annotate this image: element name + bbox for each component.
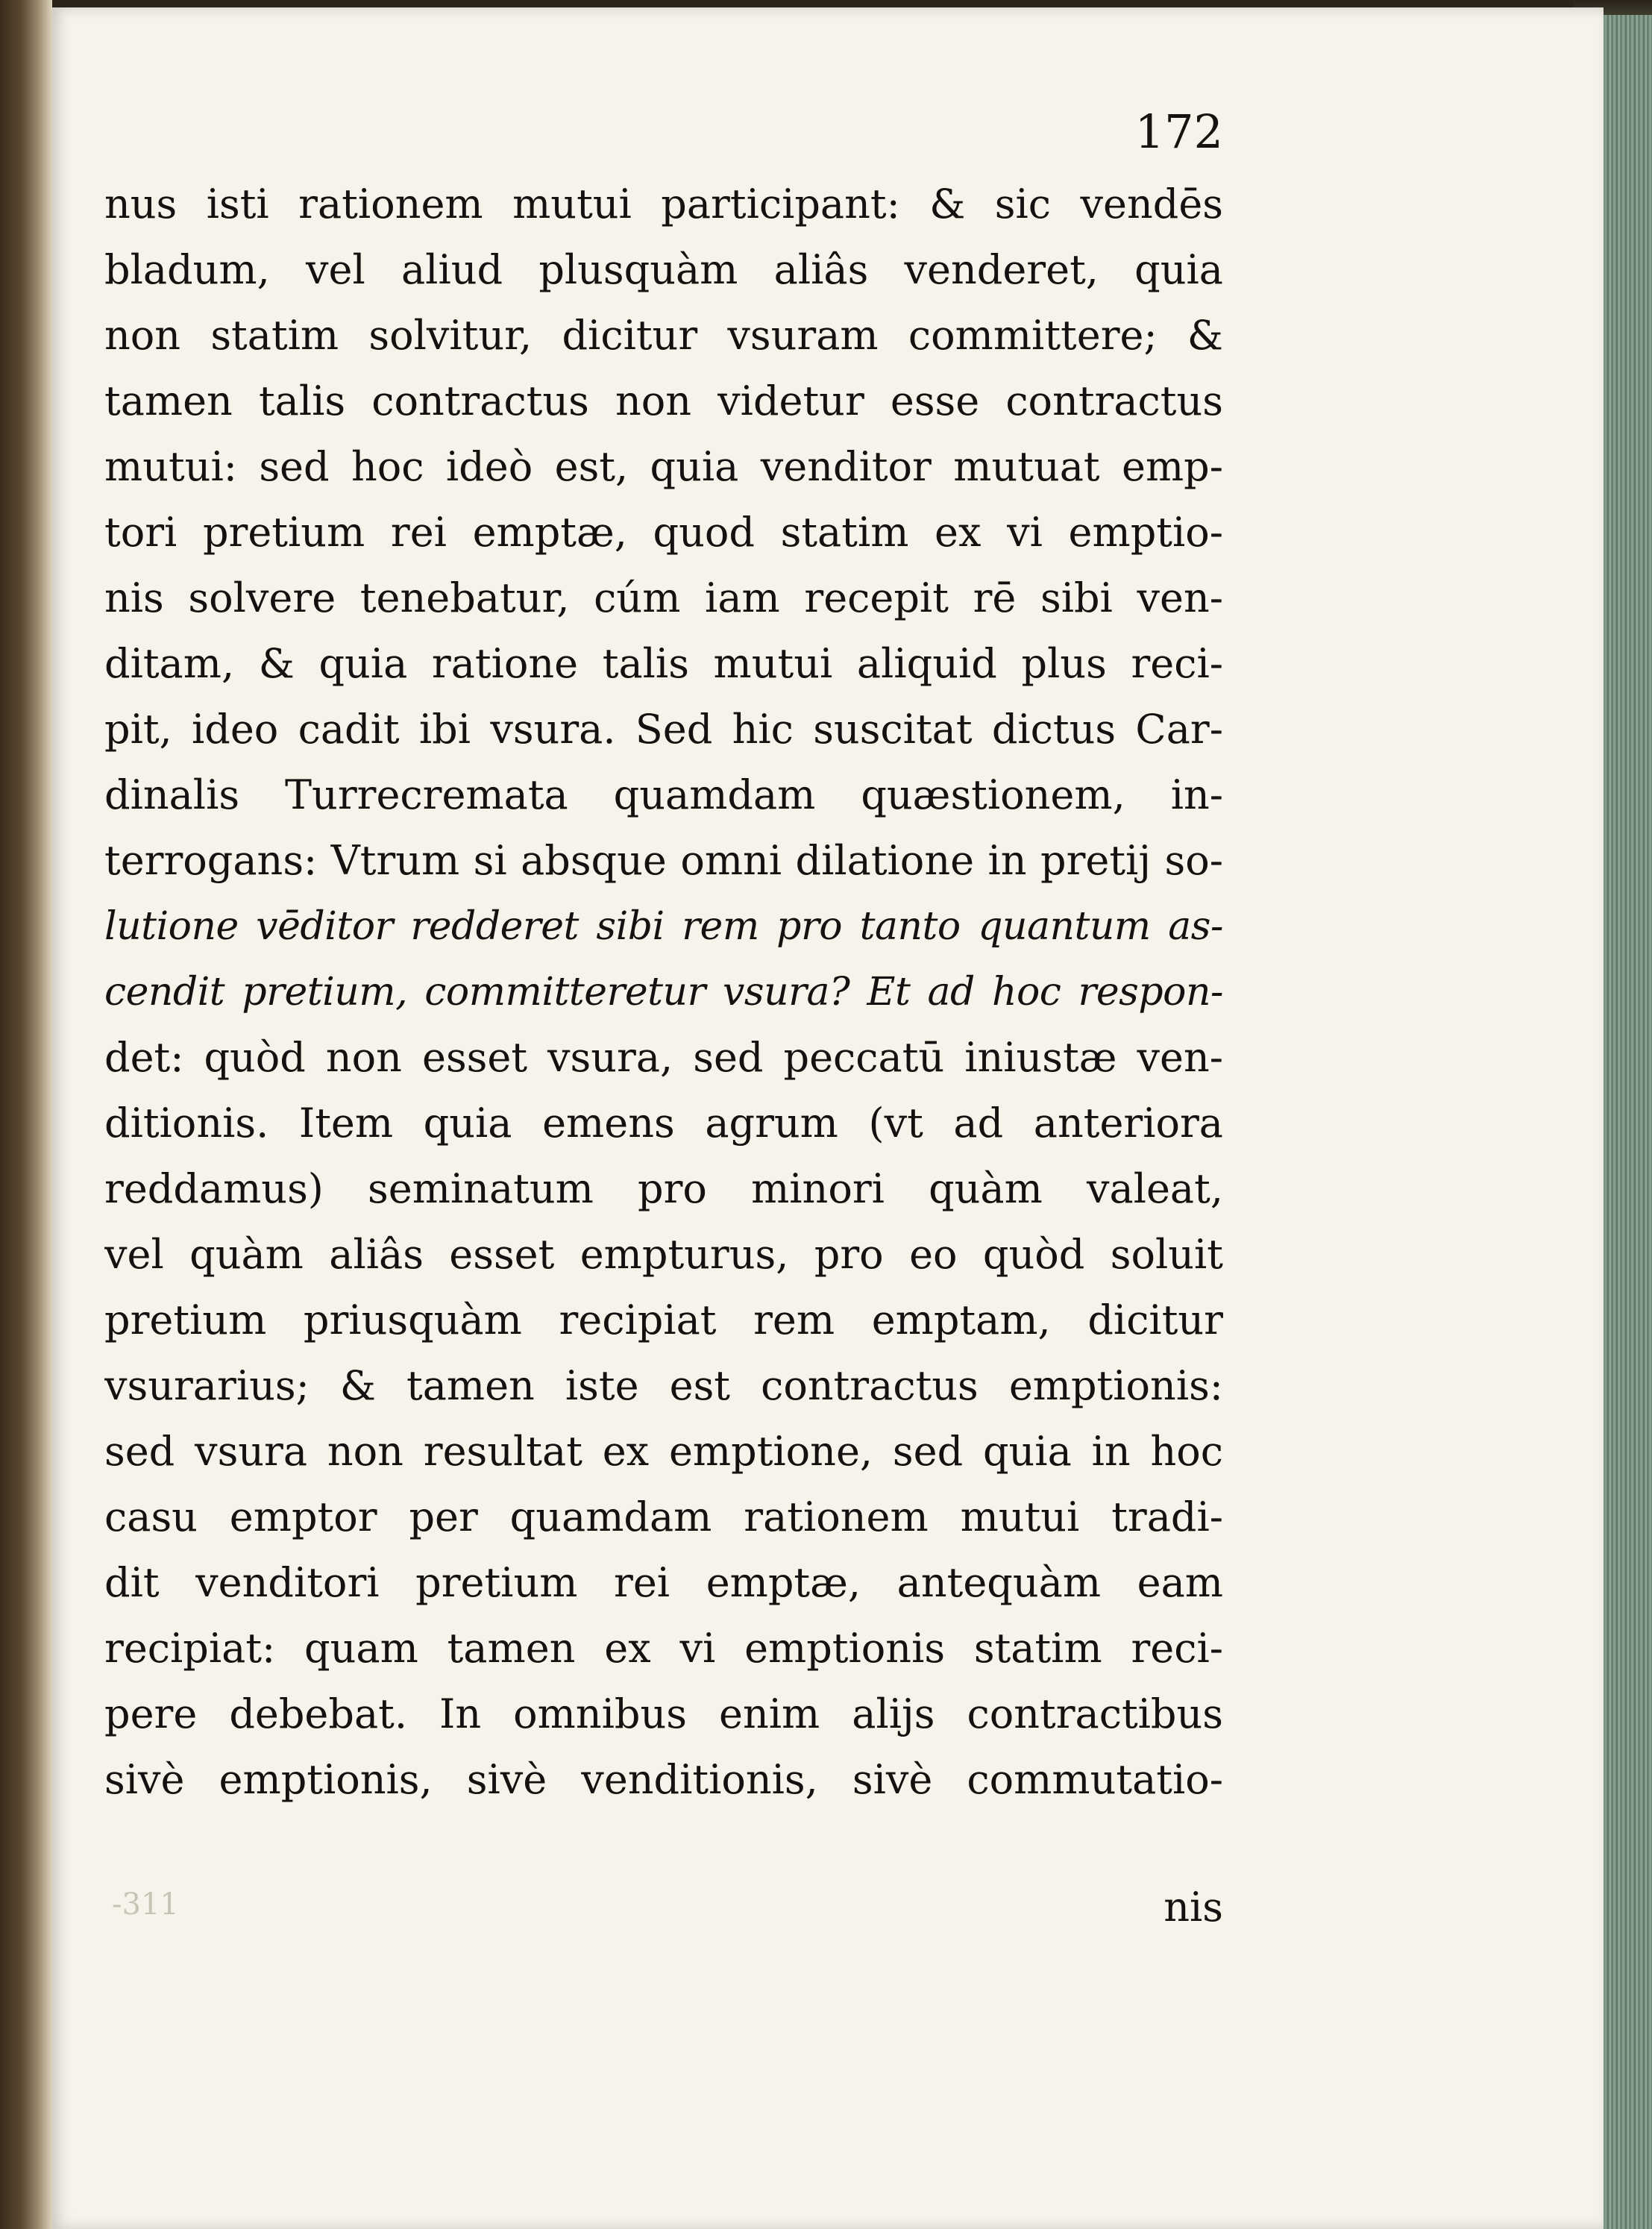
text-line: pere debebat. In omnibus enim alijs contractibus — [104, 1690, 1223, 1737]
text-line: vel quàm aliâs esset empturus, pro eo quòd soluit — [104, 1231, 1223, 1278]
page-number: 172 — [1134, 104, 1223, 159]
text-line: mutui: sed hoc ideò est, quia venditor mutuat emp- — [104, 443, 1223, 490]
text-line: sed vsura non resultat ex emptione, sed quia in hoc — [104, 1428, 1223, 1475]
text-line: dinalis Turrecremata quamdam quæstionem, in- — [104, 771, 1223, 818]
text-line: casu emptor per quamdam rationem mutui tradi- — [104, 1493, 1223, 1540]
text-line: terrogans: Vtrum si absque omni dilatione in pretij so- — [104, 837, 1223, 884]
text-line: det: quòd non esset vsura, sed peccatū iniustæ ven- — [104, 1034, 1223, 1081]
text-line: ditionis. Item quia emens agrum (vt ad anteriora — [104, 1100, 1223, 1147]
text-line: sivè emptionis, sivè venditionis, sivè commutatio- — [104, 1756, 1223, 1803]
text-line-italic: cendit pretium, committeretur vsura? Et ad hoc respon- — [104, 970, 1223, 1015]
text-line: bladum, vel aliud plusquàm aliâs venderet, quia — [104, 246, 1223, 293]
text-line: pretium priusquàm recipiat rem emptam, dicitur — [104, 1297, 1223, 1344]
text-line: tori pretium rei emptæ, quod statim ex vi emptio- — [104, 509, 1223, 556]
text-line: ditam, & quia ratione talis mutui aliquid plus reci- — [104, 640, 1223, 687]
text-line: vsurarius; & tamen iste est contractus emptionis: — [104, 1362, 1223, 1409]
text-line: recipiat: quam tamen ex vi emptionis statim reci- — [104, 1625, 1223, 1672]
text-line: non statim solvitur, dicitur vsuram committere; & — [104, 312, 1223, 359]
text-line: dit venditori pretium rei emptæ, antequàm eam — [104, 1559, 1223, 1606]
text-line: nis solvere tenebatur, cúm iam recepit rē sibi ven- — [104, 574, 1223, 621]
text-line: nus isti rationem mutui participant: & sic vendēs — [104, 181, 1223, 228]
fore-edge-pages — [1604, 15, 1652, 2229]
body-text — [104, 172, 1223, 1813]
text-line: tamen talis contractus non videtur esse contractus — [104, 377, 1223, 424]
catchword: nis — [1163, 1884, 1223, 1931]
show-through-text: -311 — [112, 1887, 179, 1922]
text-line: reddamus) seminatum pro minori quàm valeat, — [104, 1165, 1223, 1212]
text-line-italic: lutione vēditor redderet sibi rem pro tanto quantum as- — [104, 904, 1223, 949]
binding-edge — [0, 0, 52, 2229]
text-line: pit, ideo cadit ibi vsura. Sed hic suscitat dictus Car- — [104, 706, 1223, 753]
